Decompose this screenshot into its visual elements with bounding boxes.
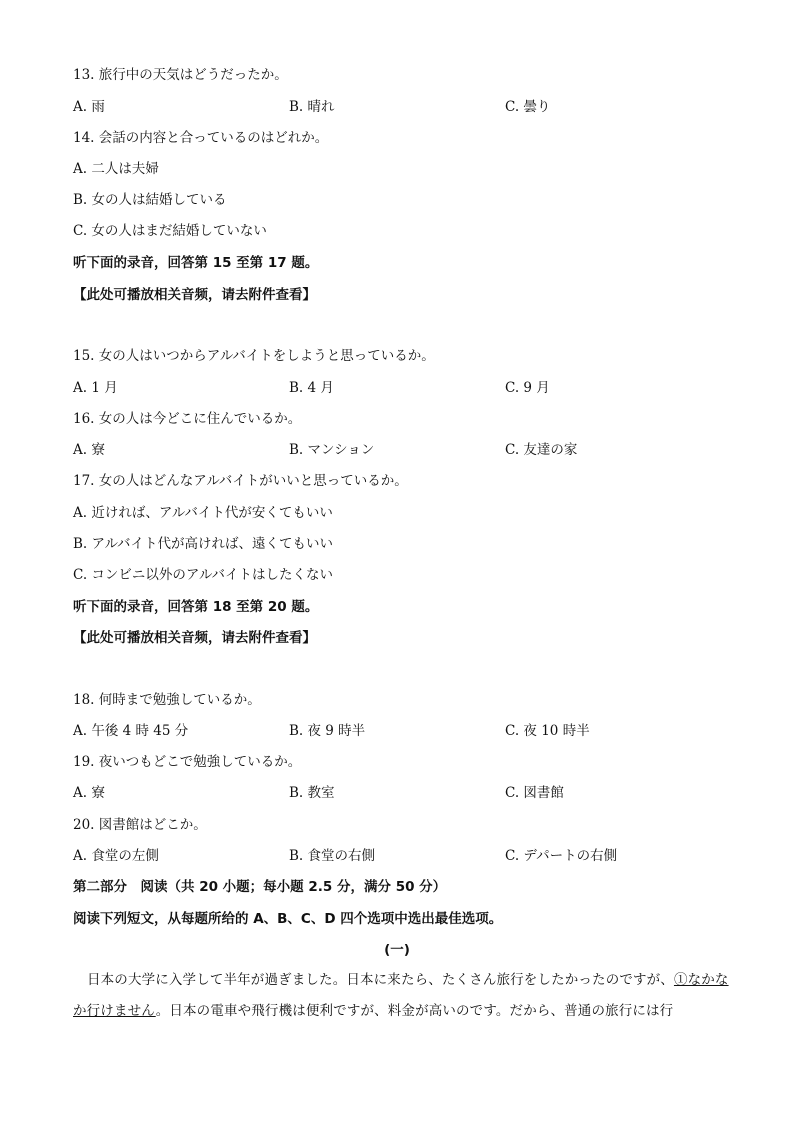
q20-option-b: B. 食堂の右側 (289, 848, 376, 864)
q16-option-a: A. 寮 (73, 442, 105, 458)
q16-option-c: C. 友達の家 (505, 442, 578, 458)
passage-underlined-phrase: ①なかなか行けません (73, 972, 729, 1019)
question-18: 18. 何時まで勉強しているか。 (73, 692, 261, 708)
question-13: 13. 旅行中の天気はどうだったか。 (73, 67, 288, 83)
q18-option-c: C. 夜 10 時半 (505, 723, 590, 739)
section-instruction-18-20: 听下面的录音，回答第 18 至第 20 题。 (73, 599, 319, 615)
passage (73, 965, 733, 1027)
q15-option-c: C. 9 月 (505, 380, 550, 396)
question-19: 19. 夜いつもどこで勉強しているか。 (73, 754, 302, 770)
q15-option-a: A. 1 月 (73, 380, 118, 396)
q20-option-c: C. デパートの右側 (505, 848, 618, 864)
part2-instruction: 阅读下列短文，从每题所给的 A、B、C、D 四个选项中选出最佳选项。 (73, 911, 503, 927)
passage-text-1: 日本の大学に入学して半年が過ぎました。日本に来たら、たくさん旅行をしたかったのですが、 (87, 972, 674, 988)
audio-note-18-20: 【此处可播放相关音频，请去附件查看】 (73, 630, 316, 646)
q19-option-c: C. 図書館 (505, 785, 564, 801)
question-14: 14. 会話の内容と合っているのはどれか。 (73, 130, 329, 146)
section-mark: (一) (384, 942, 410, 958)
question-15: 15. 女の人はいつからアルバイトをしようと思っているか。 (73, 348, 435, 364)
question-16: 16. 女の人は今どこに住んでいるか。 (73, 411, 302, 427)
audio-note-15-17: 【此处可播放相关音频，请去附件查看】 (73, 287, 316, 303)
q19-option-a: A. 寮 (73, 785, 105, 801)
q16-option-b: B. マンション (289, 442, 375, 458)
q14-option-c: C. 女の人はまだ結婚していない (73, 223, 267, 239)
q15-option-b: B. 4 月 (289, 380, 334, 396)
q18-option-a: A. 午後 4 時 45 分 (73, 723, 189, 739)
part2-heading: 第二部分 阅读（共 20 小题；每小题 2.5 分，满分 50 分） (73, 879, 447, 895)
section-instruction-15-17: 听下面的录音，回答第 15 至第 17 题。 (73, 255, 319, 271)
q18-option-b: B. 夜 9 時半 (289, 723, 366, 739)
question-17: 17. 女の人はどんなアルバイトがいいと思っているか。 (73, 473, 408, 489)
q17-option-a: A. 近ければ、アルバイト代が安くてもいい (73, 505, 333, 521)
passage-text-2: 。日本の電車や飛行機は便利ですが、料金が高いのです。だから、普通の旅行には行 (155, 1003, 674, 1019)
q14-option-a: A. 二人は夫婦 (73, 161, 159, 177)
q13-option-a: A. 雨 (73, 99, 105, 115)
q20-option-a: A. 食堂の左側 (73, 848, 159, 864)
q17-option-b: B. アルバイト代が高ければ、遠くてもいい (73, 536, 334, 552)
question-20: 20. 図書館はどこか。 (73, 817, 207, 833)
q19-option-b: B. 教室 (289, 785, 335, 801)
q14-option-b: B. 女の人は結婚している (73, 192, 227, 208)
q13-option-c: C. 曇り (505, 99, 551, 115)
q17-option-c: C. コンビニ以外のアルバイトはしたくない (73, 567, 333, 583)
q13-option-b: B. 晴れ (289, 99, 335, 115)
